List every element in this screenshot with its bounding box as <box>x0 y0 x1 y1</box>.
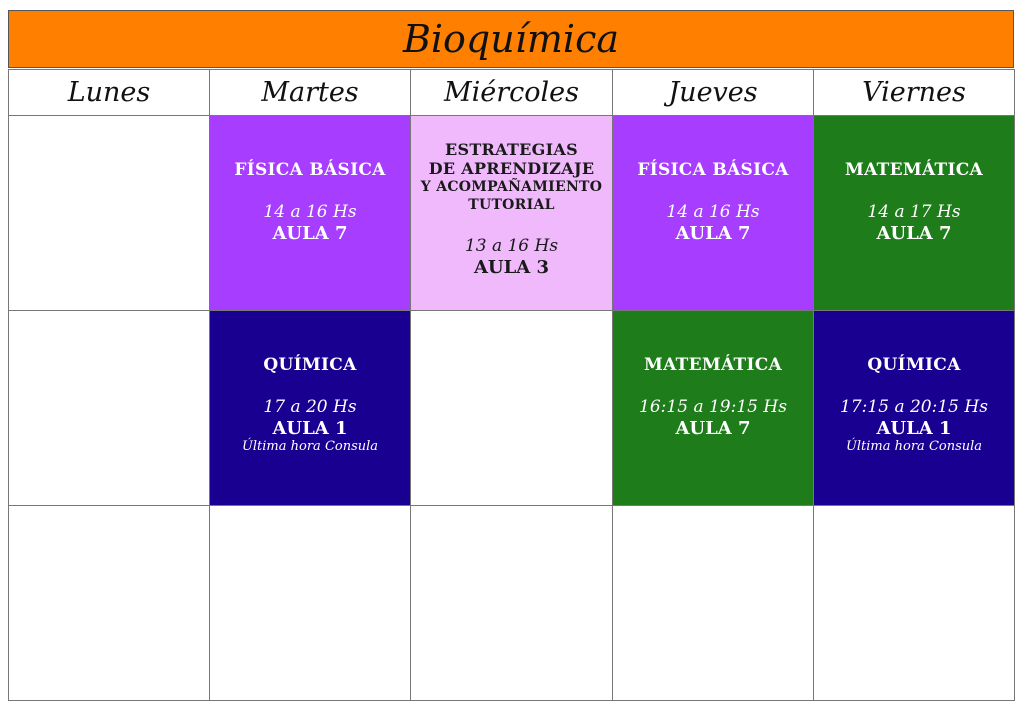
schedule-row-2 <box>9 311 1015 506</box>
subject-name: MATEMÁTICA <box>643 355 783 375</box>
class-note: Última hora Consula <box>241 439 379 454</box>
subject-name: QUÍMICA <box>263 355 357 375</box>
class-time: 14 a 16 Hs <box>666 202 760 222</box>
class-room: AULA 7 <box>675 223 751 244</box>
class-time: 14 a 16 Hs <box>263 202 357 222</box>
class-block <box>613 116 813 310</box>
slot-miercoles-3 <box>411 506 613 701</box>
schedule-row-1 <box>9 116 1015 311</box>
class-block <box>411 116 612 310</box>
class-note: Última hora Consula <box>845 439 983 454</box>
subject-line: ESTRATEGIAS <box>444 140 578 159</box>
subject-name: QUÍMICA <box>867 355 961 375</box>
day-header-martes: Martes <box>210 70 411 116</box>
schedule-row-3 <box>9 506 1015 701</box>
subject-name: MATEMÁTICA <box>844 160 984 180</box>
day-header-jueves: Jueves <box>613 70 814 116</box>
slot-viernes-2 <box>814 311 1015 506</box>
slot-lunes-3 <box>9 506 210 701</box>
class-time: 17 a 20 Hs <box>263 397 357 417</box>
slot-martes-1 <box>210 116 411 311</box>
class-time: 14 a 17 Hs <box>867 202 961 222</box>
schedule-sheet <box>8 10 1014 701</box>
day-header-viernes: Viernes <box>814 70 1015 116</box>
subject-line: DE APRENDIZAJE <box>428 159 595 178</box>
class-room: AULA 7 <box>675 418 751 439</box>
class-block <box>814 311 1014 505</box>
subject-name <box>421 140 603 214</box>
class-block <box>613 311 813 505</box>
class-room: AULA 7 <box>272 223 348 244</box>
class-room: AULA 1 <box>876 418 952 439</box>
day-header-miercoles: Miércoles <box>411 70 613 116</box>
class-room: AULA 7 <box>876 223 952 244</box>
subject-line: Y ACOMPAÑAMIENTO <box>420 179 603 195</box>
slot-martes-3 <box>210 506 411 701</box>
slot-jueves-1 <box>613 116 814 311</box>
class-block <box>210 311 410 505</box>
class-time: 17:15 a 20:15 Hs <box>840 397 988 417</box>
class-time: 13 a 16 Hs <box>464 236 559 256</box>
class-room: AULA 1 <box>272 418 348 439</box>
subject-line: TUTORIAL <box>468 197 555 213</box>
day-header-lunes: Lunes <box>9 70 210 116</box>
class-time: 16:15 a 19:15 Hs <box>639 397 787 417</box>
slot-lunes-1 <box>9 116 210 311</box>
schedule-title: Bioquímica <box>8 10 1014 68</box>
slot-jueves-3 <box>613 506 814 701</box>
slot-jueves-2 <box>613 311 814 506</box>
subject-name: FÍSICA BÁSICA <box>637 160 789 180</box>
slot-miercoles-1 <box>411 116 613 311</box>
schedule-table <box>8 69 1015 701</box>
day-header-row <box>9 70 1015 116</box>
slot-viernes-3 <box>814 506 1015 701</box>
slot-lunes-2 <box>9 311 210 506</box>
slot-viernes-1 <box>814 116 1015 311</box>
subject-name: FÍSICA BÁSICA <box>234 160 386 180</box>
class-block <box>210 116 410 310</box>
class-room: AULA 3 <box>473 257 550 278</box>
slot-miercoles-2 <box>411 311 613 506</box>
class-block <box>814 116 1014 310</box>
slot-martes-2 <box>210 311 411 506</box>
